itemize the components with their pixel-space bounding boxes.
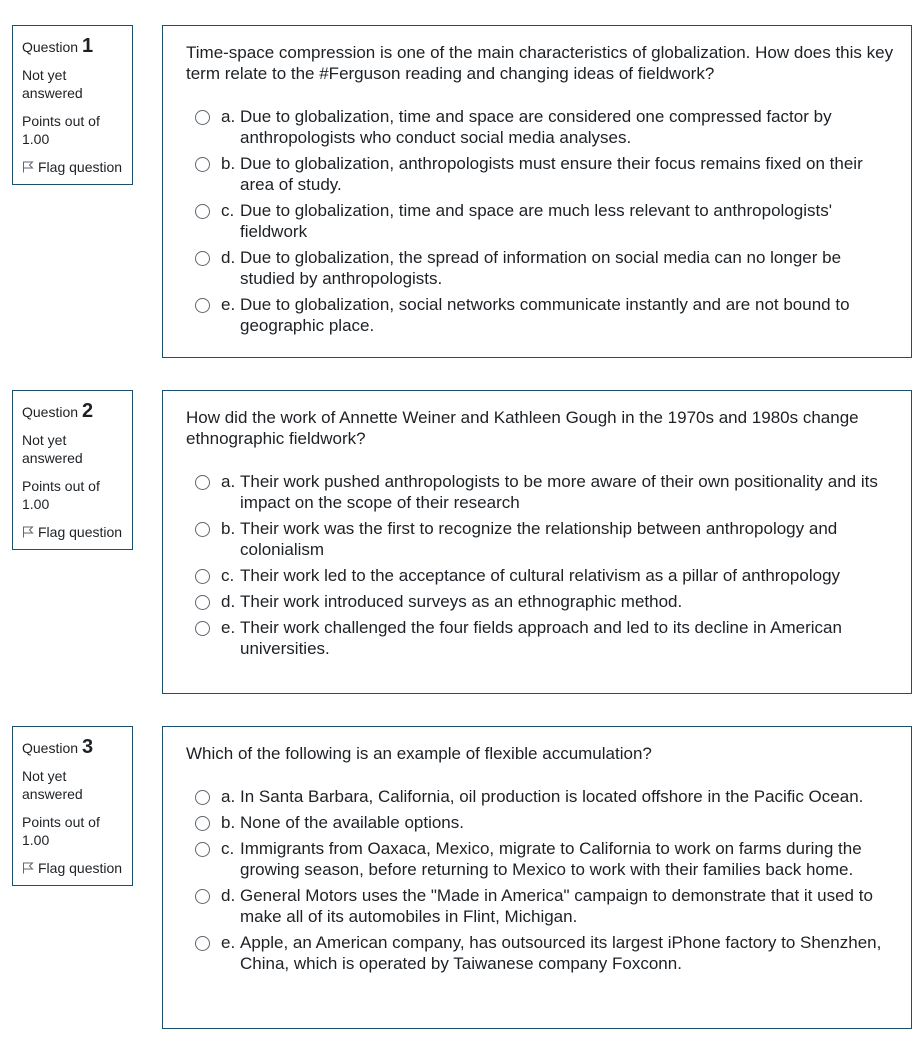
question-label: Question [22,39,79,55]
answer-option-c[interactable] [186,565,895,586]
answer-text: Due to globalization, the spread of information on social media can no longer be studied by anthropologists. [240,248,842,288]
answer-text: Immigrants from Oaxaca, Mexico, migrate to California to work on farms during the growing season, before returning to Mexico to work with their families back home. [240,839,862,879]
answer-text: Due to globalization, time and space are considered one compressed factor by anthropologists who conduct social media analyses. [240,107,832,147]
question-info-1 [12,25,133,185]
answer-letter: d. [221,886,236,905]
radio-button[interactable] [195,816,210,831]
flag-icon [22,526,34,538]
answer-option-b[interactable] [186,153,895,195]
flag-icon [22,862,34,874]
answer-letter: b. [221,154,236,173]
question-number [22,736,124,759]
flag-icon [22,161,34,173]
flag-question-link[interactable] [22,523,124,541]
answer-text: Their work was the first to recognize the relationship between anthropology and colonialism [240,519,838,559]
question-info-2 [12,390,133,550]
answer-letter: b. [221,519,236,538]
radio-button[interactable] [195,157,210,172]
radio-button[interactable] [195,204,210,219]
answer-text: Due to globalization, time and space are much less relevant to anthropologists' fieldwork [240,201,832,241]
question-grade: Points out of 1.00 [22,478,100,512]
answer-option-b[interactable] [186,518,895,560]
question-content-1 [162,25,912,358]
answer-letter: d. [221,592,236,611]
question-content-3 [162,726,912,1029]
answer-option-a[interactable] [186,106,895,148]
answer-text: Their work challenged the four fields approach and led to its decline in American universities. [240,618,842,658]
question-state: Not yet answered [22,768,83,802]
radio-button[interactable] [195,621,210,636]
answer-letter: d. [221,248,236,267]
answer-letter: e. [221,933,236,952]
radio-button[interactable] [195,110,210,125]
radio-button[interactable] [195,522,210,537]
question-info-3 [12,726,133,886]
question-number [22,35,124,58]
answer-text: In Santa Barbara, California, oil production is located offshore in the Pacific Ocean. [240,787,864,806]
question-number-value: 2 [81,400,94,422]
flag-label: Flag question [38,860,123,876]
answer-option-b[interactable] [186,812,895,833]
question-content-2 [162,390,912,694]
answer-text: Their work pushed anthropologists to be more aware of their own positionality and its impact on the scope of their research [240,472,878,512]
answer-text: Due to globalization, social networks communicate instantly and are not bound to geographic place. [240,295,850,335]
radio-button[interactable] [195,298,210,313]
question-number-value: 1 [81,35,94,57]
question-number [22,400,124,423]
flag-label: Flag question [38,159,123,175]
answer-letter: c. [221,201,235,220]
radio-button[interactable] [195,595,210,610]
answer-letter: c. [221,566,235,585]
answer-option-a[interactable] [186,786,895,807]
question-number-value: 3 [81,736,94,758]
radio-button[interactable] [195,790,210,805]
radio-button[interactable] [195,889,210,904]
answer-letter: c. [221,839,235,858]
answer-option-c[interactable] [186,200,895,242]
answer-option-a[interactable] [186,471,895,513]
question-grade: Points out of 1.00 [22,113,100,147]
answer-option-d[interactable] [186,885,895,927]
question-text: How did the work of Annette Weiner and Kathleen Gough in the 1970s and 1980s change ethnographic fieldwork? [186,408,859,448]
answer-option-d[interactable] [186,247,895,289]
answer-option-e[interactable] [186,294,895,336]
radio-button[interactable] [195,842,210,857]
question-state: Not yet answered [22,432,83,466]
radio-button[interactable] [195,936,210,951]
answer-text: None of the available options. [240,813,464,832]
answer-text: Their work led to the acceptance of cultural relativism as a pillar of anthropology [240,566,841,585]
answer-option-e[interactable] [186,617,895,659]
answer-text: Apple, an American company, has outsourced its largest iPhone factory to Shenzhen, China, which is operated by Taiwanese company Foxconn. [240,933,882,973]
flag-label: Flag question [38,524,123,540]
answer-option-c[interactable] [186,838,895,880]
answer-letter: a. [221,472,236,491]
answer-letter: a. [221,787,236,806]
answer-option-e[interactable] [186,932,895,974]
question-label: Question [22,740,79,756]
answer-text: General Motors uses the "Made in America" campaign to demonstrate that it used to make all of its automobiles in Flint, Michigan. [240,886,873,926]
question-text: Time-space compression is one of the main characteristics of globalization. How does this key term relate to the #Ferguson reading and changing ideas of fieldwork? [186,43,894,83]
radio-button[interactable] [195,569,210,584]
flag-question-link[interactable] [22,859,124,877]
answer-letter: a. [221,107,236,126]
answer-text: Due to globalization, anthropologists must ensure their focus remains fixed on their area of study. [240,154,863,194]
flag-question-link[interactable] [22,158,124,176]
answer-option-d[interactable] [186,591,895,612]
answer-letter: b. [221,813,236,832]
question-state: Not yet answered [22,67,83,101]
radio-button[interactable] [195,475,210,490]
answer-text: Their work introduced surveys as an ethnographic method. [240,592,683,611]
question-text: Which of the following is an example of flexible accumulation? [186,744,652,763]
answer-letter: e. [221,618,236,637]
question-label: Question [22,404,79,420]
radio-button[interactable] [195,251,210,266]
question-grade: Points out of 1.00 [22,814,100,848]
answer-letter: e. [221,295,236,314]
